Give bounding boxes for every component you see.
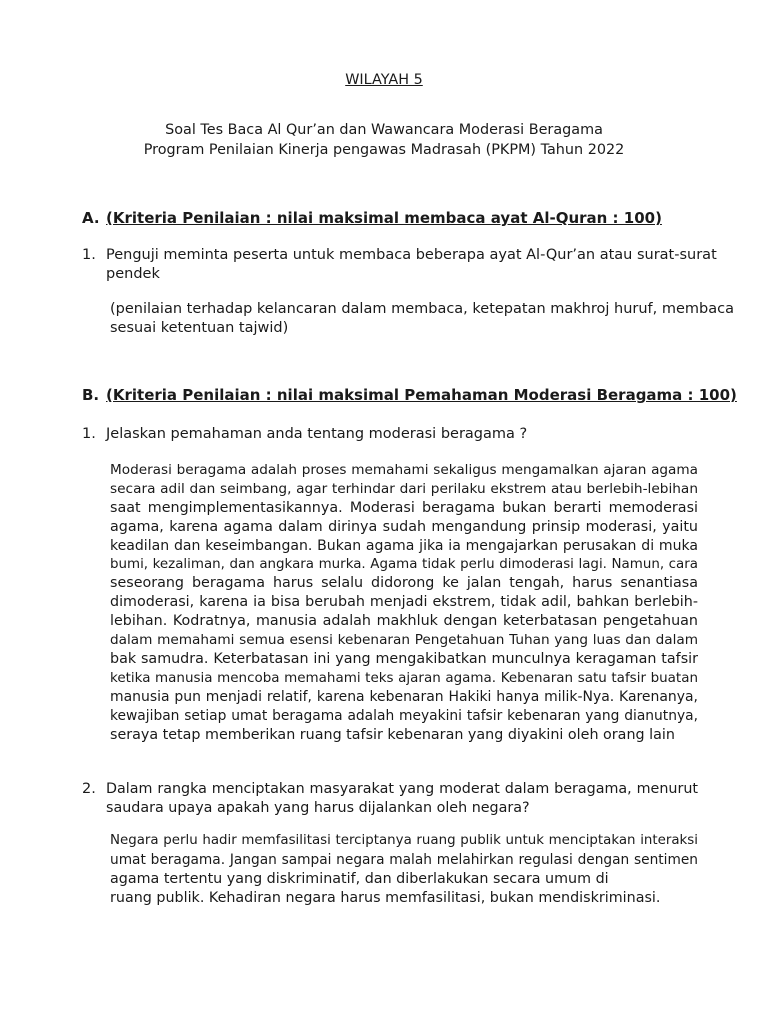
- document-subtitle-program: Program Penilaian Kinerja pengawas Madrasah (PKPM) Tahun 2022: [143, 142, 625, 158]
- section-b-q2-line: saudara upaya apakah yang harus dijalankan oleh negara?: [106, 799, 530, 816]
- answer-1-line: ketika manusia mencoba memahami teks ajaran agama. Kebenaran satu tafsir buatan: [110, 669, 698, 686]
- section-b-letter: B.: [82, 386, 100, 404]
- answer-1-line: dalam memahami semua esensi kebenaran Pengetahuan Tuhan yang luas dan dalam: [110, 632, 698, 649]
- section-b-q1-number: 1.: [82, 426, 96, 442]
- answer-1-paragraph: [110, 461, 698, 745]
- section-a-note-line: sesuai ketentuan tajwid): [110, 320, 289, 336]
- answer-2-line: umat beragama. Jangan sampai negara malah melahirkan regulasi dengan sentimen: [110, 851, 698, 868]
- answer-1-line: manusia pun menjadi relatif, karena kebenaran Hakiki hanya milik-Nya. Karenanya,: [110, 688, 698, 705]
- answer-2-paragraph: [110, 832, 698, 908]
- answer-1-line: saat mengimplementasikannya. Moderasi beragama bukan berarti memoderasi: [110, 499, 698, 516]
- answer-2-line: Negara perlu hadir memfasilitasi terciptanya ruang publik untuk menciptakan interaksi: [110, 833, 698, 848]
- answer-1-line: lebihan. Kodratnya, manusia adalah makhluk dengan keterbatasan pengetahuan: [110, 613, 698, 630]
- answer-1-line: bak samudra. Keterbatasan ini yang mengakibatkan munculnya keragaman tafsir: [110, 651, 698, 668]
- section-b-heading: (Kriteria Penilaian : nilai maksimal Pemahaman Moderasi Beragama : 100): [106, 386, 737, 404]
- answer-2-line: agama tertentu yang diskriminatif, dan diberlakukan secara umum di: [110, 870, 609, 887]
- answer-1-line: secara adil dan seimbang, agar terhindar dari perilaku ekstrem atau berlebih-lebihan: [110, 480, 698, 497]
- section-a-note-line: (penilaian terhadap kelancaran dalam membaca, ketepatan makhroj huruf, membaca: [110, 301, 734, 317]
- document-subtitle: Soal Tes Baca Al Qur’an dan Wawancara Moderasi Beragama: [165, 122, 603, 138]
- section-a-q1-line: Penguji meminta peserta untuk membaca beberapa ayat Al-Qur’an atau surat-surat: [106, 247, 717, 263]
- answer-1-line: dimoderasi, karena ia bisa berubah menjadi ekstrem, tidak adil, bahkan berlebih-: [110, 594, 698, 611]
- section-a-q1-line: pendek: [106, 266, 160, 282]
- answer-1-line: seraya tetap memberikan ruang tafsir kebenaran yang diyakini oleh orang lain: [110, 726, 675, 743]
- section-b-q2-text: [106, 780, 698, 818]
- section-a-q1-number: 1.: [82, 247, 96, 263]
- answer-1-line: keadilan dan keseimbangan. Bukan agama jika ia mengajarkan perusakan di muka: [110, 537, 698, 554]
- answer-1-line: bumi, kezaliman, dan angkara murka. Agama tidak perlu dimoderasi lagi. Namun, cara: [110, 556, 698, 572]
- answer-1-line: seseorang beragama harus selalu didorong ke jalan tengah, harus senantiasa: [110, 575, 698, 592]
- section-b-q2-line: Dalam rangka menciptakan masyarakat yang moderat dalam beragama, menurut: [106, 781, 698, 797]
- answer-1-line: Moderasi beragama adalah proses memahami sekaligus mengamalkan ajaran agama: [110, 462, 698, 478]
- section-b-q1-text: Jelaskan pemahaman anda tentang moderasi beragama ?: [106, 426, 528, 442]
- section-a-letter: A.: [82, 209, 100, 227]
- answer-1-line: agama, karena agama dalam dirinya sudah mengandung prinsip moderasi, yaitu: [110, 518, 698, 535]
- page-title: WILAYAH 5: [345, 72, 423, 88]
- section-b-q2-number: 2.: [82, 781, 96, 797]
- section-a-heading: (Kriteria Penilaian : nilai maksimal membaca ayat Al-Quran : 100): [106, 209, 662, 227]
- answer-2-line: ruang publik. Kehadiran negara harus memfasilitasi, bukan mendiskriminasi.: [110, 889, 661, 906]
- answer-1-line: kewajiban setiap umat beragama adalah meyakini tafsir kebenaran yang dianutnya,: [110, 707, 698, 724]
